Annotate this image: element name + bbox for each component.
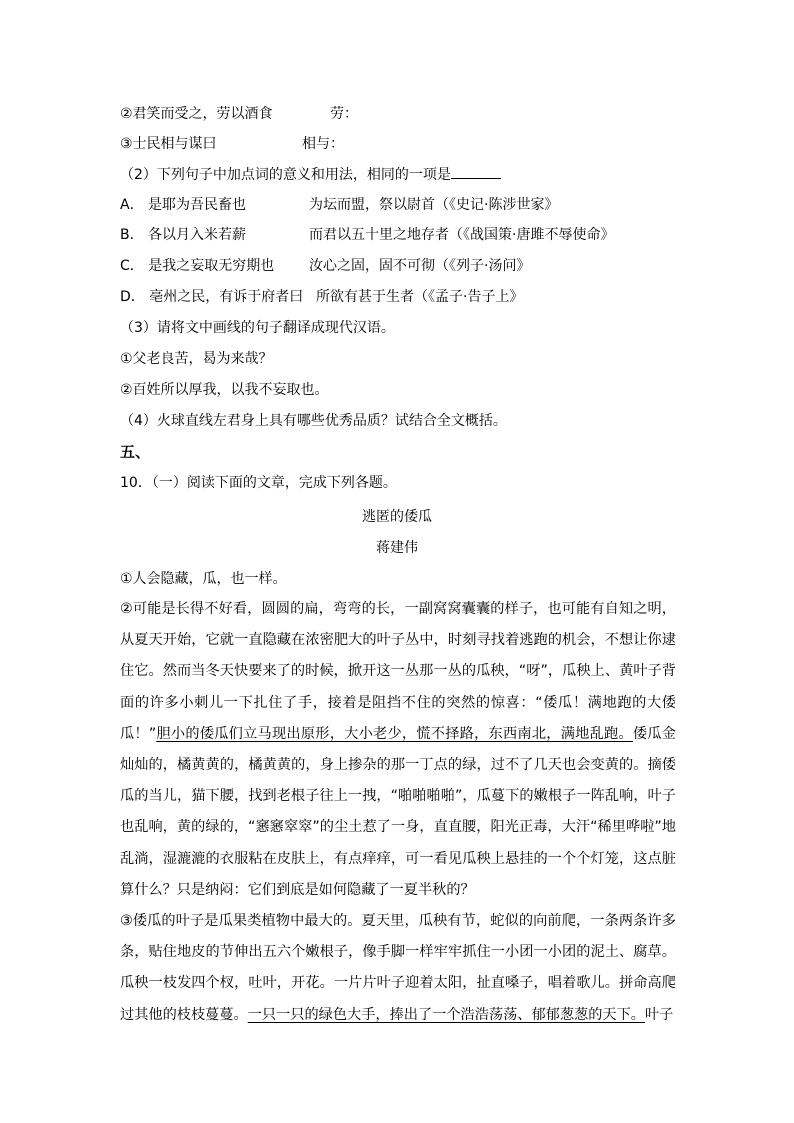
option-b — [120, 225, 615, 245]
option-c — [120, 256, 531, 276]
option-b-left: B． 各以月入米若薪 — [120, 227, 247, 243]
section-heading: 五、 — [120, 443, 151, 461]
option-c-left: C． 是我之妄取无穷期也 — [120, 258, 275, 274]
q9-item-3-text: ③士民相与谋曰 — [120, 136, 217, 152]
q9-item-2-answer-label: 劳： — [330, 106, 358, 122]
q9-sub4-prompt: （4）火球直线左君身上具有哪些优秀品质？试结合全文概括。 — [120, 413, 507, 429]
option-d — [120, 287, 524, 307]
answer-blank[interactable] — [451, 164, 501, 179]
translate-sentence-2: ②百姓所以厚我，以我不妄取也。 — [120, 382, 329, 398]
q9-sub2-prompt — [120, 164, 501, 185]
paragraph-3-text-a: ③倭瓜的叶子是瓜果类植物中最大的。夏天里，瓜秧有节，蛇似的向前爬，一条两条许多条，贴住地皮的节伸出五六个嫩根子，像手脚一样牢牢抓住一小团一小团的泥土、腐草。瓜秧一枝发四个杈，吐叶，开花。一片片叶子迎着太阳，扯直嗓子，唱着歌儿。拼命高爬过其他的枝枝蔓蔓。 — [120, 913, 676, 1023]
q9-item-3-answer-label: 相与： — [302, 136, 344, 152]
option-a-left: A． 是耶为吾民畜也 — [120, 197, 247, 213]
article-paragraph-2 — [120, 594, 676, 906]
option-c-right: 汝心之固，固不可彻（《列子·汤问》 — [309, 258, 531, 274]
q10-prompt: 10．（一）阅读下面的文章，完成下列各题。 — [120, 475, 397, 491]
option-d-right: 所欲有甚于生者（《孟子·告子上》 — [316, 289, 524, 305]
q9-sub2-prompt-text: （2）下列句子中加点词的意义和用法，相同的一项是 — [120, 167, 451, 183]
q9-item-2 — [120, 104, 358, 124]
paragraph-2-text-b: 倭瓜金灿灿的，橘黄黄的，橘黄黄的，身上掺杂的那一丁点的绿，过不了几天也会变黄的。摘倭瓜的当儿，猫下腰，找到老根子往上一拽，“啪啪啪啪”，瓜蔓下的嫩根子一阵乱响，叶子也乱响，黄的绿的，“窸窸窣窣”的尘土惹了一身，直直腰，阳光正毒，大汗“稀里哗啦”地乱淌，湿漉漉的衣服粘在皮肤上，有点痒痒，可一看见瓜秧上悬挂的一个个灯笼，这点脏算什么？只是纳闷：它们到底是如何隐藏了一夏半秋的？ — [120, 725, 676, 898]
translate-sentence-1: ①父老良苦，曷为来哉？ — [120, 351, 273, 367]
q9-sub3-prompt: （3）请将文中画线的句子翻译成现代汉语。 — [120, 320, 395, 336]
article-paragraph-1: ①人会隐藏，瓜，也一样。 — [120, 571, 287, 587]
option-b-right: 而君以五十里之地存者（《战国策·唐雎不辱使命》 — [309, 227, 615, 243]
article-title: 逃匿的倭瓜 — [362, 509, 432, 525]
option-a — [120, 195, 559, 215]
option-d-left: D． 亳州之民，有诉于府者曰 — [120, 289, 304, 305]
q9-item-3 — [120, 134, 344, 154]
paragraph-2-text-a: ②可能是长得不好看，圆圆的扁，弯弯的长，一副窝窝囊囊的样子，也可能有自知之明，从夏天开始，它就一直隐藏在浓密肥大的叶子丛中，时刻寻找着逃跑的机会，不想让你逮住它。然而当冬天快要来了的时候，掀开这一丛那一丛的瓜秧，“呀”，瓜秧上、黄叶子背面的许多小刺儿一下扎住了手，接着是阻挡不住的突然的惊喜：“倭瓜！满地跑的大倭瓜！” — [120, 601, 676, 742]
article-author: 蒋建伟 — [376, 540, 418, 556]
underlined-sentence-2: 一只一只的绿色大手，捧出了一个浩浩荡荡、郁郁葱葱的天下。 — [247, 1006, 645, 1023]
article-paragraph-3 — [120, 906, 676, 1031]
paragraph-3-text-b: 叶子 — [644, 1006, 674, 1023]
underlined-sentence-1: 胆小的倭瓜们立马现出原形，大小老少，慌不择路，东西南北，满地乱跑。 — [156, 725, 633, 742]
q9-item-2-text: ②君笑而受之，劳以酒食 — [120, 106, 273, 122]
option-a-right: 为坛而盟，祭以尉首（《史记·陈涉世家》 — [309, 197, 559, 213]
